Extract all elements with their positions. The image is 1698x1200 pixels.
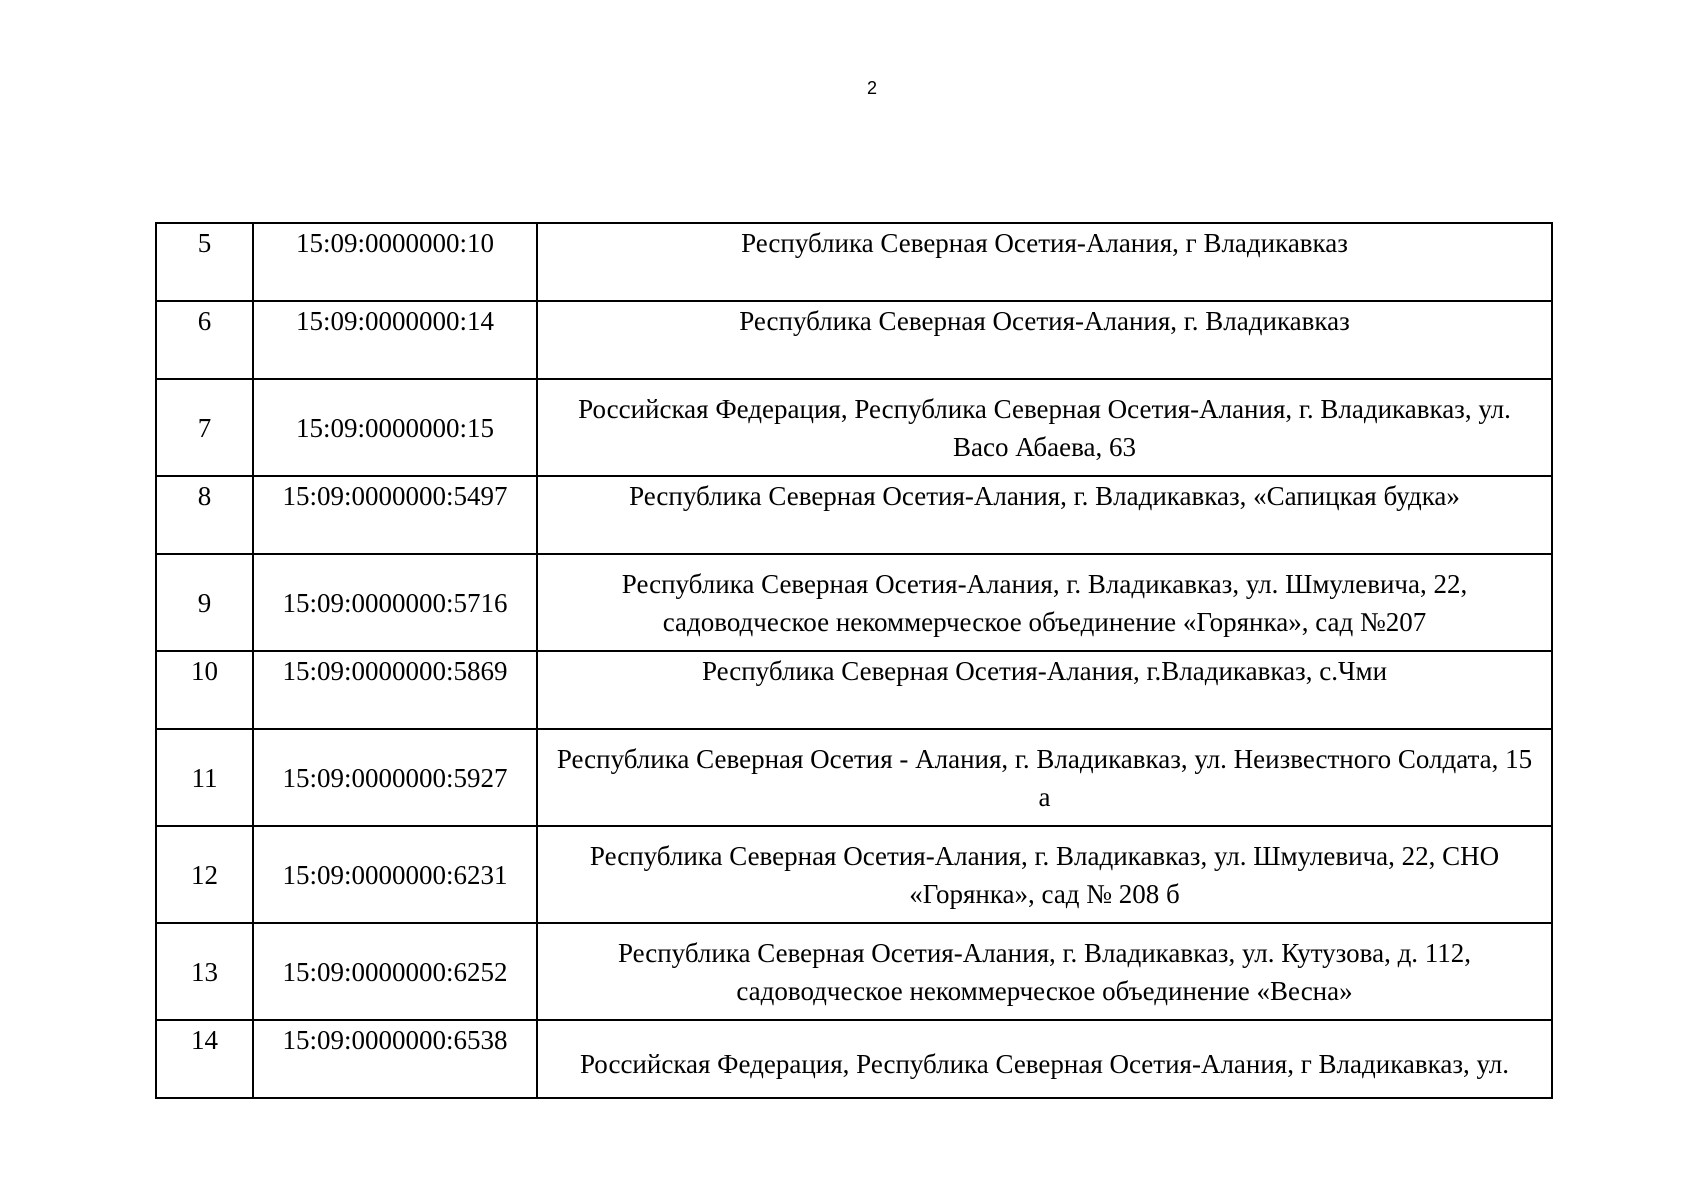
page-number: 2 bbox=[866, 78, 877, 98]
table-row bbox=[156, 301, 1552, 379]
cadastral-number: 15:09:0000000:14 bbox=[253, 301, 537, 379]
row-number: 5 bbox=[156, 223, 253, 301]
row-number: 8 bbox=[156, 476, 253, 554]
table-row bbox=[156, 923, 1552, 1020]
address: Республика Северная Осетия - Алания, г. Владикавказ, ул. Неизвестного Солдата, 15 а bbox=[537, 729, 1552, 826]
table-row bbox=[156, 1020, 1552, 1098]
table-row bbox=[156, 651, 1552, 729]
cadastral-number: 15:09:0000000:6231 bbox=[253, 826, 537, 923]
cadastral-table bbox=[155, 222, 1553, 1099]
row-number: 12 bbox=[156, 826, 253, 923]
row-number: 7 bbox=[156, 379, 253, 476]
cadastral-number: 15:09:0000000:6538 bbox=[253, 1020, 537, 1098]
table-row bbox=[156, 379, 1552, 476]
cadastral-number: 15:09:0000000:6252 bbox=[253, 923, 537, 1020]
address: Республика Северная Осетия-Алания, г. Владикавказ, ул. Кутузова, д. 112, садоводческое некоммерческое объединение «Весна» bbox=[537, 923, 1552, 1020]
cadastral-number: 15:09:0000000:10 bbox=[253, 223, 537, 301]
address: Республика Северная Осетия-Алания, г. Владикавказ, ул. Шмулевича, 22, СНО «Горянка», сад № 208 б bbox=[537, 826, 1552, 923]
row-number: 11 bbox=[156, 729, 253, 826]
address: Республика Северная Осетия-Алания, г. Владикавказ, ул. Шмулевича, 22, садоводческое некоммерческое объединение «Горянка», сад №207 bbox=[537, 554, 1552, 651]
address: Российская Федерация, Республика Северная Осетия-Алания, г Владикавказ, ул. bbox=[537, 1020, 1552, 1098]
cadastral-number: 15:09:0000000:5869 bbox=[253, 651, 537, 729]
address: Республика Северная Осетия-Алания, г. Владикавказ bbox=[537, 301, 1552, 379]
address: Республика Северная Осетия-Алания, г. Владикавказ, «Сапицкая будка» bbox=[537, 476, 1552, 554]
cadastral-number: 15:09:0000000:15 bbox=[253, 379, 537, 476]
table-row bbox=[156, 476, 1552, 554]
row-number: 13 bbox=[156, 923, 253, 1020]
cadastral-number: 15:09:0000000:5497 bbox=[253, 476, 537, 554]
address: Республика Северная Осетия-Алания, г.Владикавказ, с.Чми bbox=[537, 651, 1552, 729]
cadastral-number: 15:09:0000000:5927 bbox=[253, 729, 537, 826]
row-number: 6 bbox=[156, 301, 253, 379]
row-number: 14 bbox=[156, 1020, 253, 1098]
address: Российская Федерация, Республика Северная Осетия-Алания, г. Владикавказ, ул. Васо Абаева, 63 bbox=[537, 379, 1552, 476]
table-row bbox=[156, 826, 1552, 923]
row-number: 9 bbox=[156, 554, 253, 651]
table-row bbox=[156, 554, 1552, 651]
row-number: 10 bbox=[156, 651, 253, 729]
cadastral-number: 15:09:0000000:5716 bbox=[253, 554, 537, 651]
address: Республика Северная Осетия-Алания, г Владикавказ bbox=[537, 223, 1552, 301]
table-row bbox=[156, 729, 1552, 826]
table-row bbox=[156, 223, 1552, 301]
